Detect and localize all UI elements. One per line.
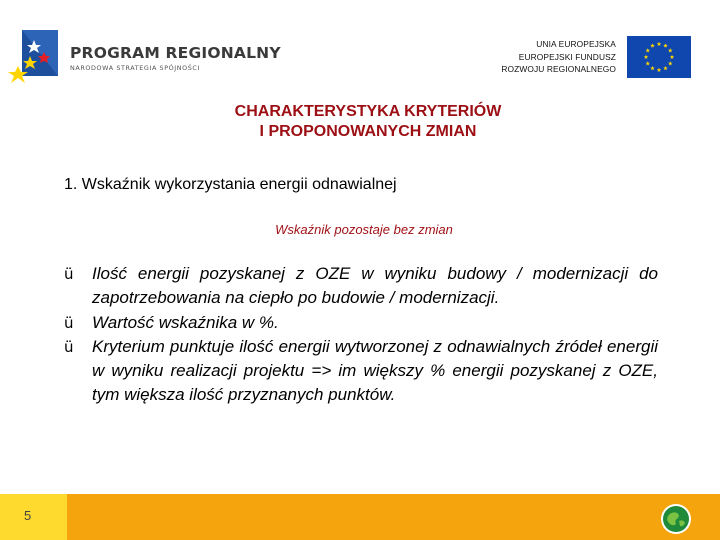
eu-line: ROZWOJU REGIONALNEGO	[501, 64, 616, 74]
eu-line: UNIA EUROPEJSKA	[536, 39, 616, 49]
title-line: I PROPONOWANYCH ZMIAN	[259, 123, 477, 140]
bullet-text: Kryterium punktuje ilość energii wytworzonej z odnawialnych źródeł energii w wyniku realizacji projektu => im większy % energii pozyskanej z OZE, tym większa ilość przyznanych punktów.	[92, 336, 658, 405]
note-text: Wskaźnik pozostaje bez zmian	[275, 222, 453, 237]
page-number: 5	[24, 508, 32, 523]
logo-mark-icon	[8, 26, 64, 86]
bullet-item	[64, 335, 658, 408]
title-line: CHARAKTERYSTYKA KRYTERIÓW	[234, 103, 502, 120]
footer-left-band	[0, 494, 67, 540]
checkmark-icon: ü	[64, 265, 74, 283]
eu-text-block	[501, 38, 616, 76]
program-regionalny-logo	[8, 26, 281, 86]
bullet-text: Wartość wskaźnika w %.	[92, 312, 279, 332]
bullet-list	[64, 262, 658, 408]
eu-line: EUROPEJSKI FUNDUSZ	[518, 51, 616, 62]
footer-globe-icon	[660, 503, 692, 535]
checkmark-icon: ü	[64, 313, 74, 332]
footer-right-band	[67, 494, 720, 540]
bullet-item	[64, 311, 658, 335]
checkmark-icon: ü	[64, 337, 74, 356]
eu-flag-icon	[627, 36, 691, 78]
logo-title: PROGRAM REGIONALNY	[70, 44, 281, 62]
bullet-item	[64, 262, 658, 311]
page-title	[0, 102, 720, 142]
section-heading: 1. Wskaźnik wykorzystania energii odnawialnej	[64, 176, 397, 193]
logo-subtitle: NARODOWA STRATEGIA SPÓJNOŚCI	[70, 64, 200, 72]
bullet-text: Ilość energii pozyskanej z OZE w wyniku budowy / modernizacji do zapotrzebowania na ciepło po budowie / modernizacji.	[92, 264, 658, 308]
